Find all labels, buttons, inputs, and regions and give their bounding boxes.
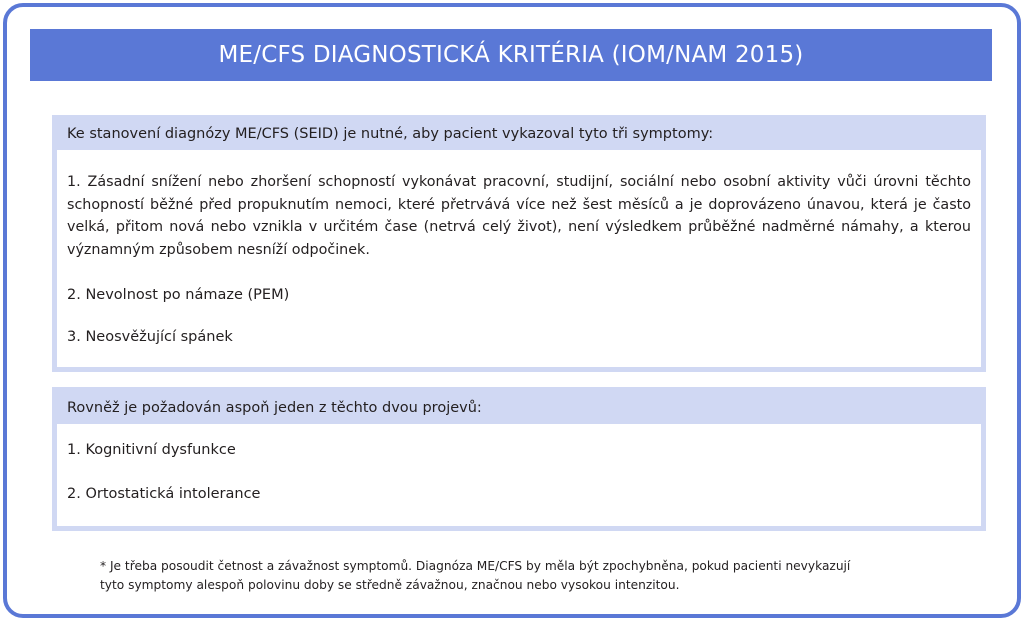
additional-criteria-list xyxy=(57,440,981,504)
page-title xyxy=(30,29,992,81)
additional-criteria-box xyxy=(52,387,986,531)
required-symptoms-heading: Ke stanovení diagnózy ME/CFS (SEID) je nutné, aby pacient vykazoval tyto tři symptomy: xyxy=(57,120,981,150)
footnote xyxy=(100,557,930,595)
required-symptoms-list xyxy=(57,171,981,347)
footnote-line: * Je třeba posoudit četnost a závažnost symptomů. Diagnóza ME/CFS by měla být zpochybněna, pokud pacienti nevykazují xyxy=(100,559,851,573)
required-symptoms-box xyxy=(52,115,986,372)
page-title-text: ME/CFS DIAGNOSTICKÁ KRITÉRIA (IOM/NAM 2015) xyxy=(218,42,804,68)
footnote-line: tyto symptomy alespoň polovinu doby se středně závažnou, značnou nebo vysokou intenzitou. xyxy=(100,578,680,592)
list-item: 3. Neosvěžující spánek xyxy=(67,329,233,345)
list-item: 2. Ortostatická intolerance xyxy=(67,486,261,502)
list-item: 2. Nevolnost po námaze (PEM) xyxy=(67,287,290,303)
list-item: 1. Zásadní snížení nebo zhoršení schopností vykonávat pracovní, studijní, sociální nebo osobní aktivity vůči úrovni těchto schopností běžné před propuknutím nemoci, které přetrvává více než šest měsíců a je doprovázeno únavou, která je často velká, přitom nová nebo vznikla v určitém čase (netrvá celý život), není výsledkem průběžné nadměrné námahy, a kterou významným způsobem nesníží odpočinek. xyxy=(67,174,971,258)
additional-criteria-heading: Rovněž je požadován aspoň jeden z těchto dvou projevů: xyxy=(57,392,981,424)
list-item: 1. Kognitivní dysfunkce xyxy=(67,442,236,458)
